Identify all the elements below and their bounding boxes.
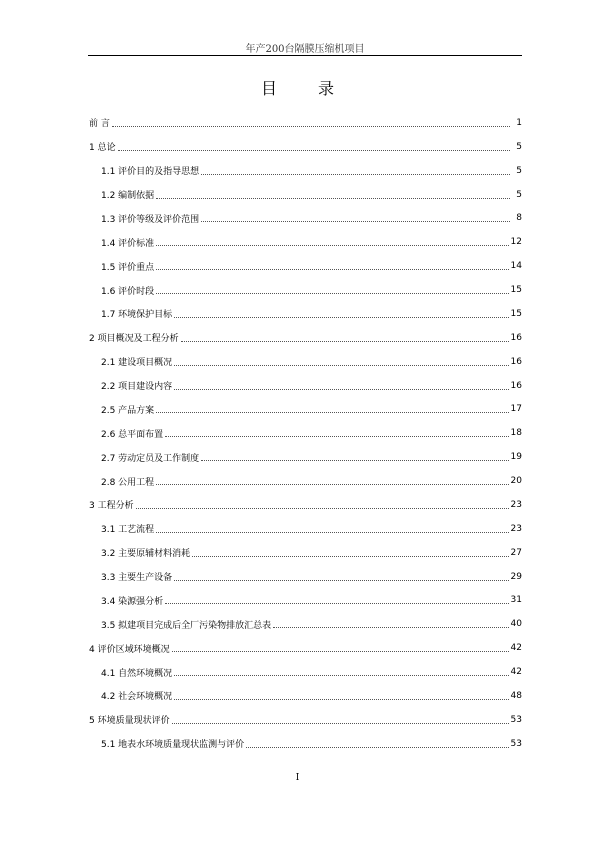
toc-entry[interactable] [89,230,522,254]
toc-entry-page: 20 [510,476,522,487]
toc-entry[interactable] [89,135,522,159]
toc-entry[interactable] [89,254,522,278]
toc-entry-title: 1.2 编制依据 [101,191,155,202]
dot-leader [165,596,508,604]
toc-entry-title: 1.5 评价重点 [101,262,155,273]
toc-entry-title: 4.2 社会环境概况 [101,692,173,703]
toc-entry-page: 17 [510,404,522,415]
toc-entry-title: 4 评价区域环境概况 [89,644,170,655]
toc-entry-page: 5 [516,189,522,200]
dot-leader [246,740,508,748]
dot-leader [174,692,508,700]
toc-entry-page: 8 [516,213,522,224]
toc-entry-page: 23 [510,523,522,534]
toc-entry-page: 16 [510,356,522,367]
toc-entry[interactable] [89,421,522,445]
dot-leader [165,429,508,437]
toc-entry-title: 5.1 地表水环境质量现状监测与评价 [101,740,245,751]
toc-entry[interactable] [89,159,522,183]
dot-leader [174,573,508,581]
toc-entry[interactable] [89,493,522,517]
dot-leader [172,716,509,724]
toc-entry[interactable] [89,326,522,350]
toc-entry-page: 14 [510,261,522,272]
dot-leader [172,644,509,652]
toc-entry-title: 2.5 产品方案 [101,405,155,416]
toc-entry-page: 53 [510,714,522,725]
page-header: 年产200台隔膜压缩机项目 [245,44,365,55]
dot-leader [174,358,508,366]
toc-entry[interactable] [89,708,522,732]
toc-entry-title: 3.5 拟建项目完成后全厂污染物排放汇总表 [101,620,272,631]
toc-entry[interactable] [89,517,522,541]
toc-entry-page: 31 [510,595,522,606]
toc-entry-page: 40 [510,619,522,630]
toc-entry-page: 1 [516,117,522,128]
dot-leader [156,238,508,246]
toc-entry[interactable] [89,111,522,135]
dot-leader [156,405,508,413]
dot-leader [174,382,508,390]
page-number: I [295,773,300,783]
toc-entry-page: 15 [510,285,522,296]
toc-entry-page: 15 [510,308,522,319]
toc-entry-title: 1.7 环境保护目标 [101,310,173,321]
toc-entry-page: 16 [510,380,522,391]
toc-entry-title: 2.2 项目建设内容 [101,382,173,393]
dot-leader [118,143,510,151]
dot-leader [156,191,510,199]
toc-entry-title: 1.4 评价标准 [101,238,155,249]
dot-leader [201,214,510,222]
dot-leader [201,453,508,461]
toc-entry-title: 2.7 劳动定员及工作制度 [101,453,200,464]
toc-entry[interactable] [89,660,522,684]
toc-entry[interactable] [89,589,522,613]
toc-entry[interactable] [89,469,522,493]
dot-leader [174,668,508,676]
toc-entry-page: 5 [516,165,522,176]
dot-leader [156,286,508,294]
toc-entry-page: 42 [510,667,522,678]
table-of-contents [89,111,522,756]
toc-entry-title: 2.6 总平面布置 [101,429,164,440]
toc-entry-page: 16 [510,332,522,343]
dot-leader [181,334,509,342]
toc-entry-title: 前 言 [89,119,110,130]
toc-entry[interactable] [89,684,522,708]
toc-entry-page: 42 [510,643,522,654]
dot-leader [136,501,509,509]
toc-entry-title: 3 工程分析 [89,501,134,512]
dot-leader [156,525,508,533]
toc-entry-title: 5 环境质量现状评价 [89,716,170,727]
toc-entry-title: 2 项目概况及工程分析 [89,334,179,345]
page-title: 目 录 [260,79,353,98]
toc-entry[interactable] [89,636,522,660]
toc-entry-page: 29 [510,571,522,582]
toc-entry-title: 1 总论 [89,143,116,154]
toc-entry-page: 12 [510,237,522,248]
toc-entry-title: 4.1 自然环境概况 [101,668,173,679]
dot-leader [156,477,508,485]
toc-entry-title: 2.1 建设项目概况 [101,358,173,369]
toc-entry-page: 53 [510,738,522,749]
dot-leader [112,119,510,127]
toc-entry-title: 1.6 评价时段 [101,286,155,297]
toc-entry-page: 23 [510,499,522,510]
toc-entry[interactable] [89,565,522,589]
toc-entry[interactable] [89,541,522,565]
dot-leader [192,549,508,557]
toc-entry-title: 1.1 评价目的及指导思想 [101,167,200,178]
toc-entry[interactable] [89,350,522,374]
toc-entry[interactable] [89,374,522,398]
toc-entry[interactable] [89,183,522,207]
toc-entry[interactable] [89,302,522,326]
toc-entry-page: 18 [510,428,522,439]
toc-entry[interactable] [89,612,522,636]
toc-entry-title: 3.4 染源强分析 [101,596,164,607]
header-divider [88,55,522,56]
toc-entry[interactable] [89,445,522,469]
toc-entry-page: 19 [510,452,522,463]
toc-entry-page: 27 [510,547,522,558]
dot-leader [201,167,510,175]
toc-entry[interactable] [89,398,522,422]
dot-leader [174,310,508,318]
toc-entry[interactable] [89,207,522,231]
toc-entry[interactable] [89,732,522,756]
toc-entry-title: 2.8 公用工程 [101,477,155,488]
toc-entry-title: 3.3 主要生产设备 [101,573,173,584]
dot-leader [273,620,508,628]
toc-entry-page: 48 [510,690,522,701]
dot-leader [156,262,508,270]
toc-entry-title: 3.1 工艺流程 [101,525,155,536]
toc-entry-page: 5 [516,141,522,152]
toc-entry-title: 3.2 主要原辅材料消耗 [101,549,191,560]
toc-entry-title: 1.3 评价等级及评价范围 [101,214,200,225]
toc-entry[interactable] [89,278,522,302]
